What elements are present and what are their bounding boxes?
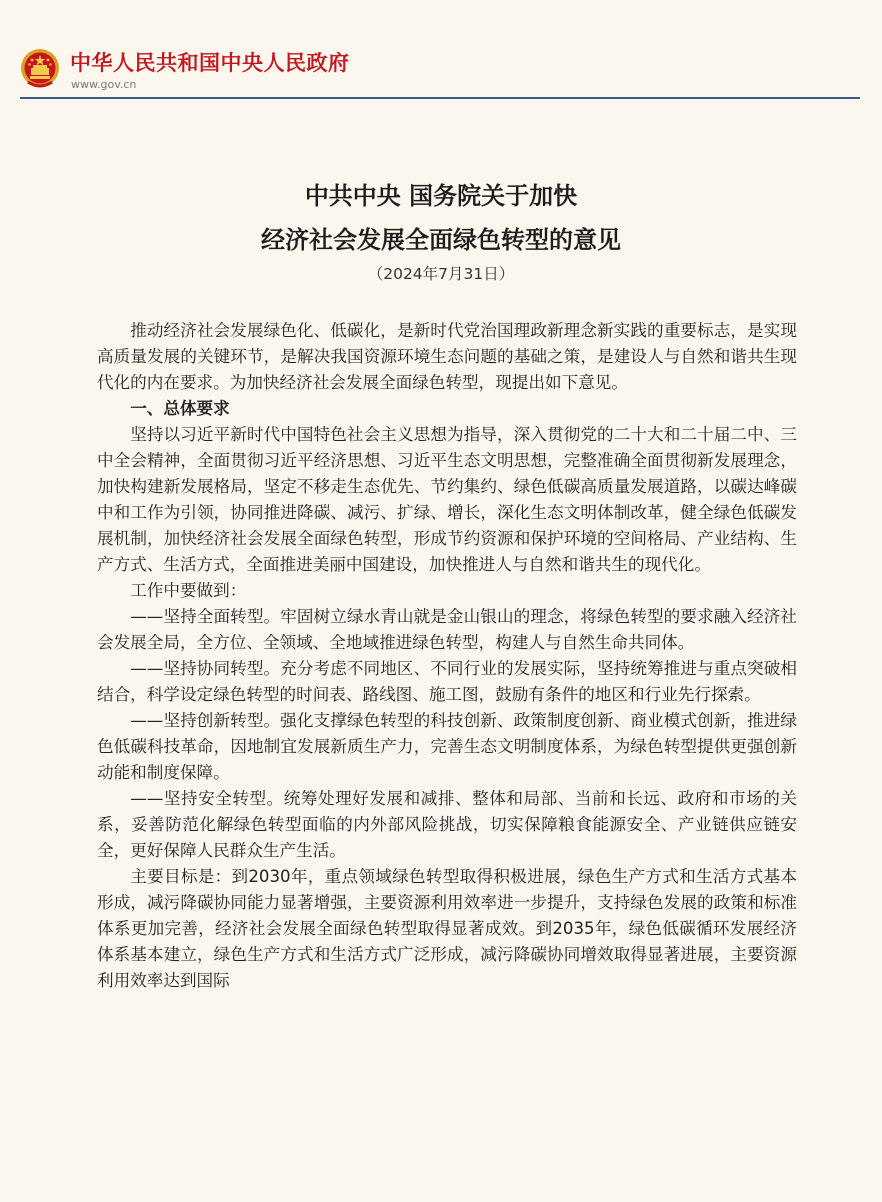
document-title-line2: 经济社会发展全面绿色转型的意见 xyxy=(261,226,621,254)
site-url[interactable]: www.gov.cn xyxy=(71,78,137,91)
document-date: （2024年7月31日） xyxy=(367,265,515,283)
site-header xyxy=(0,0,882,100)
paragraph-principle-comprehensive: ——坚持全面转型。牢固树立绿水青山就是金山银山的理念，将绿色转型的要求融入经济社会发展全局，全方位、全领域、全地域推进绿色转型，构建人与自然生命共同体。 xyxy=(97,607,797,652)
paragraph-work-intro: 工作中要做到： xyxy=(130,581,247,600)
paragraph-preamble: 推动经济社会发展绿色化、低碳化，是新时代党治国理政新理念新实践的重要标志，是实现高质量发展的关键环节，是解决我国资源环境生态问题的基础之策，是建设人与自然和谐共生现代化的内在要求。为加快经济社会发展全面绿色转型，现提出如下意见。 xyxy=(97,321,797,392)
paragraph-main-goals: 主要目标是：到2030年，重点领域绿色转型取得积极进展，绿色生产方式和生活方式基本形成，减污降碳协同能力显著增强，主要资源利用效率进一步提升，支持绿色发展的政策和标准体系更加完善，经济社会发展全面绿色转型取得显著成效。到2035年，绿色低碳循环发展经济体系基本建立，绿色生产方式和生活方式广泛形成，减污降碳协同增效取得显著进展，主要资源利用效率达到国际 xyxy=(97,867,797,990)
header-divider xyxy=(20,97,860,99)
site-name[interactable]: 中华人民共和国中央人民政府 xyxy=(70,51,350,75)
national-emblem-icon[interactable] xyxy=(20,46,60,90)
document-body xyxy=(97,318,797,994)
section-heading: 一、总体要求 xyxy=(130,399,230,418)
paragraph-guideline: 坚持以习近平新时代中国特色社会主义思想为指导，深入贯彻党的二十大和二十届二中、三中全会精神，全面贯彻习近平经济思想、习近平生态文明思想，完整准确全面贯彻新发展理念，加快构建新发展格局，坚定不移走生态优先、节约集约、绿色低碳高质量发展道路，以碳达峰碳中和工作为引领，协同推进降碳、减污、扩绿、增长，深化生态文明体制改革，健全绿色低碳发展机制，加快经济社会发展全面绿色转型，形成节约资源和保护环境的空间格局、产业结构、生产方式、生活方式，全面推进美丽中国建设，加快推进人与自然和谐共生的现代化。 xyxy=(97,425,797,574)
paragraph-principle-innovative: ——坚持创新转型。强化支撑绿色转型的科技创新、政策制度创新、商业模式创新，推进绿色低碳科技革命，因地制宜发展新质生产力，完善生态文明制度体系，为绿色转型提供更强创新动能和制度保障。 xyxy=(97,711,797,782)
document-title-line1: 中共中央 国务院关于加快 xyxy=(304,182,578,210)
paragraph-principle-safe: ——坚持安全转型。统筹处理好发展和减排、整体和局部、当前和长远、政府和市场的关系，妥善防范化解绿色转型面临的内外部风险挑战，切实保障粮食能源安全、产业链供应链安全，更好保障人民群众生产生活。 xyxy=(97,789,797,860)
paragraph-principle-coordinated: ——坚持协同转型。充分考虑不同地区、不同行业的发展实际，坚持统筹推进与重点突破相结合，科学设定绿色转型的时间表、路线图、施工图，鼓励有条件的地区和行业先行探索。 xyxy=(97,659,797,704)
